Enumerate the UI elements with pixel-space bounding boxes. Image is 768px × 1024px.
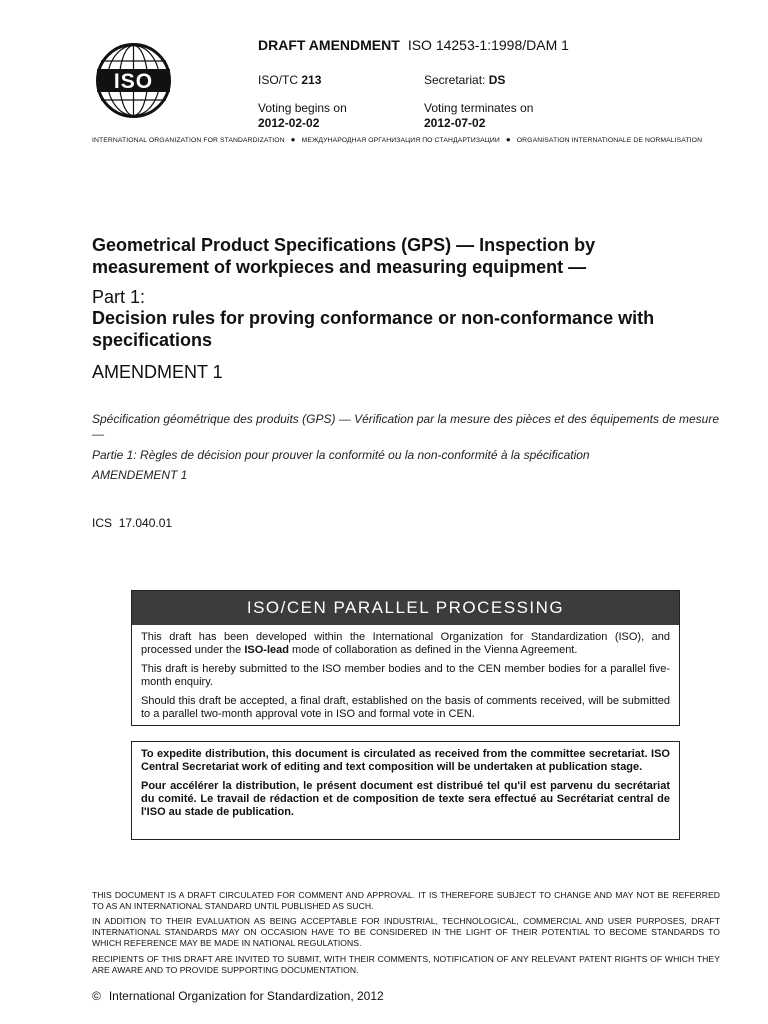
copyright-text: International Organization for Standardization, 2012 <box>108 989 384 1003</box>
notice-english: To expedite distribution, this document is circulated as received from the committee secretariat. ISO Central Secretariat work of editing and text composition will be undertaken at publication stage. <box>141 748 670 773</box>
parallel-paragraph-2: This draft is hereby submitted to the ISO member bodies and to the CEN member bodies for a parallel five-month enquiry. <box>141 663 670 688</box>
voting-ends-label: Voting terminates on <box>424 101 534 115</box>
parallel-p1-bold: ISO-lead <box>244 644 289 656</box>
parallel-processing-heading: ISO/CEN PARALLEL PROCESSING <box>132 591 679 625</box>
amendment-label: AMENDMENT 1 <box>92 362 223 382</box>
main-title: Geometrical Product Specifications (GPS) — Inspection by measurement of workpieces and measuring equipment — <box>92 235 596 277</box>
ics-label: ICS <box>92 516 113 530</box>
copyright <box>92 989 384 1003</box>
parallel-paragraph-1 <box>141 631 670 657</box>
voting-begins-date <box>258 116 319 130</box>
voting-ends-value: 2012-07-02 <box>424 116 486 130</box>
distribution-notice-box <box>131 741 680 840</box>
notice-french: Pour accélérer la distribution, le présent document est distribué tel qu'il est parvenu du secrétariat du comité. Le travail de rédaction et de composition de texte sera effectué au Secrétariat central de l'ISO au stade de publication. <box>141 780 670 818</box>
org-name-fr: ORGANISATION INTERNATIONALE DE NORMALISATION <box>516 136 703 144</box>
parallel-processing-box <box>131 590 680 726</box>
doc-type: DRAFT AMENDMENT <box>258 37 400 53</box>
copyright-symbol: © <box>92 989 101 1003</box>
parallel-p1-text-a: This draft has been developed within the International Organization for Standardization (ISO), and processed under the <box>141 631 670 656</box>
iso-logo <box>95 42 172 119</box>
secretariat-label: Secretariat: <box>424 73 486 87</box>
voting-ends-date <box>424 116 485 130</box>
french-part-title: Partie 1: Règles de décision pour prouver la conformité ou la non-conformité à la spécification <box>92 448 590 462</box>
secretariat-value: DS <box>488 73 506 87</box>
iso-logo-text: ISO <box>113 70 154 93</box>
doc-reference: ISO 14253-1:1998/DAM 1 <box>407 37 569 53</box>
org-name-ru: МЕЖДУНАРОДНАЯ ОРГАНИЗАЦИЯ ПО СТАНДАРТИЗАЦИИ <box>301 136 500 144</box>
parallel-paragraph-3: Should this draft be accepted, a final draft, established on the basis of comments received, will be submitted to a parallel two-month approval vote in ISO and formal vote in CEN. <box>141 695 670 720</box>
organization-line <box>92 136 722 144</box>
ics-value: 17.040.01 <box>118 516 173 530</box>
committee-label: ISO/TC <box>258 73 299 87</box>
voting-begins-label: Voting begins on <box>258 101 347 115</box>
voting-begins-value: 2012-02-02 <box>258 116 320 130</box>
disclaimer-1: THIS DOCUMENT IS A DRAFT CIRCULATED FOR COMMENT AND APPROVAL. IT IS THEREFORE SUBJECT TO CHANGE AND MAY NOT BE REFERRED TO AS AN INTERNATIONAL STANDARD UNTIL PUBLISHED AS SUCH. <box>92 890 720 911</box>
committee-value: 213 <box>301 73 322 87</box>
disclaimer-2: IN ADDITION TO THEIR EVALUATION AS BEING ACCEPTABLE FOR INDUSTRIAL, TECHNOLOGICAL, COMMERCIAL AND USER PURPOSES, DRAFT INTERNATIONAL STANDARDS MAY ON OCCASION HAVE TO BE CONSIDERED IN THE LIGHT OF THEIR POTENTIAL TO BECOME STANDARDS TO WHICH REFERENCE MAY BE MADE IN NATIONAL REGULATIONS. <box>92 916 720 948</box>
org-name-en: INTERNATIONAL ORGANIZATION FOR STANDARDIZATION <box>92 136 285 144</box>
parallel-processing-body <box>132 625 679 721</box>
part-title: Decision rules for proving conformance or non-conformance with specifications <box>92 308 655 350</box>
org-separator: ● <box>505 135 511 144</box>
committee <box>258 73 321 87</box>
disclaimer-3: RECIPIENTS OF THIS DRAFT ARE INVITED TO SUBMIT, WITH THEIR COMMENTS, NOTIFICATION OF ANY RELEVANT PATENT RIGHTS OF WHICH THEY ARE AWARE AND TO PROVIDE SUPPORTING DOCUMENTATION. <box>92 954 720 975</box>
parallel-p1-text-b: mode of collaboration as defined in the Vienna Agreement. <box>288 644 578 656</box>
header-title <box>258 37 569 53</box>
ics-code <box>92 516 172 530</box>
part-label: Part 1: <box>92 287 146 307</box>
french-amendment: AMENDEMENT 1 <box>92 468 188 482</box>
french-main-title: Spécification géométrique des produits (GPS) — Vérification par la mesure des pièces et des équipements de mesure — <box>92 412 719 441</box>
secretariat <box>424 73 505 87</box>
org-separator: ● <box>290 135 296 144</box>
